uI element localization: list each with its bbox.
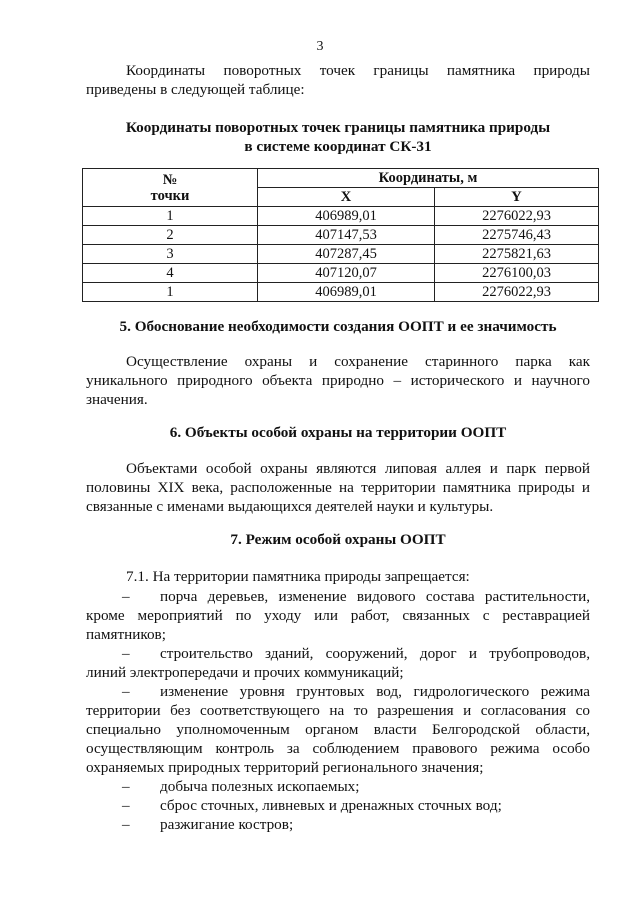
list-item-text: разжигание костров; — [160, 816, 294, 833]
header-y: Y — [435, 188, 599, 207]
section-6-title: 6. Объекты особой охраны на территории ООПТ — [169, 424, 507, 441]
table-row — [83, 264, 599, 283]
list-item — [86, 777, 590, 796]
dash-bullet: – — [122, 816, 130, 833]
table-title-line-1: Координаты поворотных точек границы памятника природы — [125, 119, 551, 136]
cell-y: 2276022,93 — [435, 207, 599, 226]
table-row — [83, 283, 599, 302]
cell-point: 1 — [83, 207, 258, 226]
section-6-paragraph: Объектами особой охраны являются липовая аллея и парк первой половины XIX века, расположенные на территории памятника природы и связанные с именами выдающихся деятелей науки и культуры. — [86, 460, 590, 515]
list-item-text: добыча полезных ископаемых; — [160, 778, 360, 795]
cell-point: 2 — [83, 226, 258, 245]
cell-x: 407120,07 — [258, 264, 435, 283]
list-item — [86, 796, 590, 815]
header-no: № — [162, 171, 178, 188]
list-item-text: сброс сточных, ливневых и дренажных сточных вод; — [160, 797, 502, 814]
list-item-text: строительство зданий, сооружений, дорог и трубопроводов, линий электропередачи и прочих коммуникаций; — [86, 645, 590, 681]
list-item-text: изменение уровня грунтовых вод, гидрологического режима территории без соответствующего на то разрешения и согласования со специально уполномоченным органом власти Белгородской области, осуществляющим контроль за соблюдением правового режима особо охраняемых природных территорий регионального значения; — [86, 683, 590, 776]
dash-bullet: – — [122, 645, 130, 662]
dash-bullet: – — [122, 588, 130, 605]
cell-y: 2276100,03 — [435, 264, 599, 283]
list-item-text: порча деревьев, изменение видового состава растительности, кроме мероприятий по уходу или работ, связанных с реставрацией памятников; — [86, 588, 590, 643]
cell-y: 2275746,43 — [435, 226, 599, 245]
table-row — [83, 245, 599, 264]
cell-x: 407147,53 — [258, 226, 435, 245]
section-5-title: 5. Обоснование необходимости создания ООПТ и ее значимость — [119, 318, 557, 335]
list-item — [86, 587, 590, 644]
cell-x: 407287,45 — [258, 245, 435, 264]
cell-point: 3 — [83, 245, 258, 264]
page-number: 3 — [316, 39, 324, 54]
table-title — [86, 118, 590, 156]
dash-bullet: – — [122, 797, 130, 814]
prohibitions-list — [86, 587, 590, 834]
header-point-number — [83, 169, 258, 207]
section-5-paragraph: Осуществление охраны и сохранение старинного парка как уникального природного объекта природно – исторического и научного значения. — [86, 353, 590, 408]
list-item — [86, 682, 590, 777]
intro-paragraph: Координаты поворотных точек границы памятника природы приведены в следующей таблице: — [86, 62, 590, 98]
cell-x: 406989,01 — [258, 207, 435, 226]
cell-point: 1 — [83, 283, 258, 302]
cell-y: 2275821,63 — [435, 245, 599, 264]
section-7-title: 7. Режим особой охраны ООПТ — [230, 531, 446, 548]
table-row — [83, 207, 599, 226]
cell-x: 406989,01 — [258, 283, 435, 302]
header-point: точки — [150, 187, 190, 204]
header-x: X — [258, 188, 435, 207]
list-item — [86, 815, 590, 834]
coordinates-table — [82, 168, 599, 302]
table-row — [83, 226, 599, 245]
dash-bullet: – — [122, 778, 130, 795]
cell-point: 4 — [83, 264, 258, 283]
list-item — [86, 644, 590, 682]
table-title-line-2: в системе координат СК-31 — [244, 138, 432, 155]
section-7-1-heading: 7.1. На территории памятника природы запрещается: — [126, 568, 470, 585]
dash-bullet: – — [122, 683, 130, 700]
header-coordinates: Координаты, м — [258, 169, 599, 188]
cell-y: 2276022,93 — [435, 283, 599, 302]
